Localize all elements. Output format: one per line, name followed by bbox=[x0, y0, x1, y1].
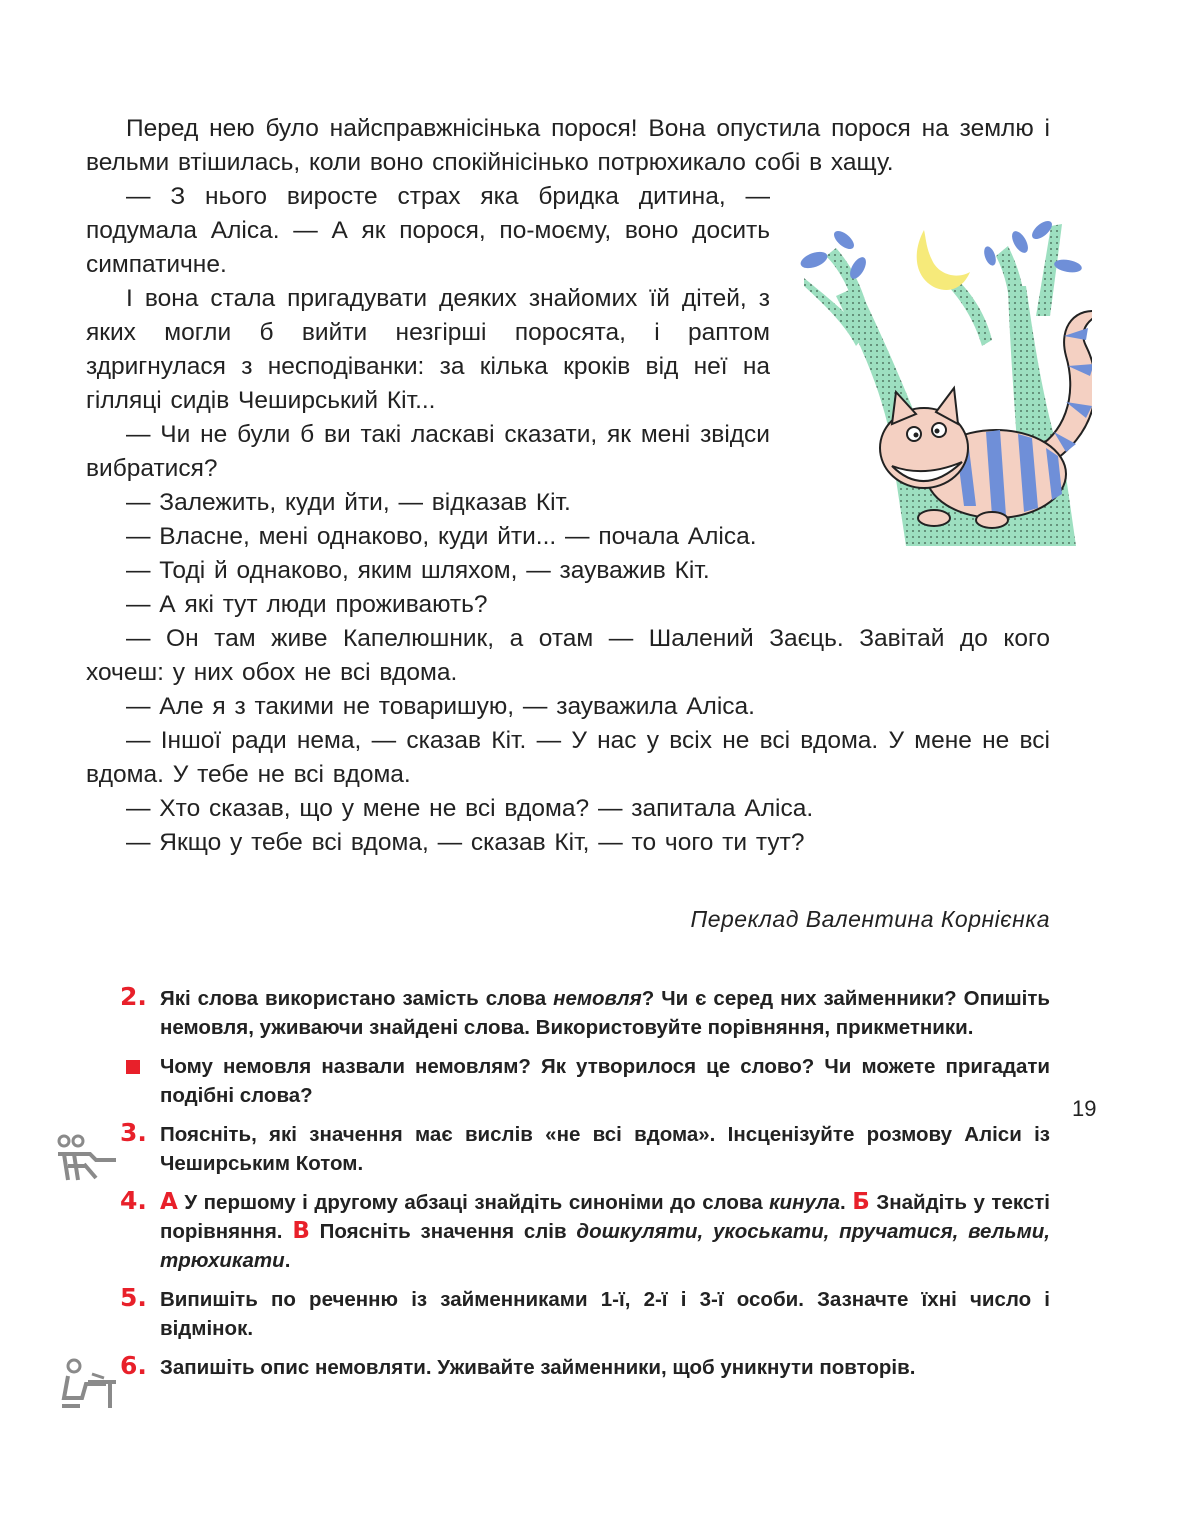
task-text: Поясніть, які значення має вислів «не всі вдома». Інсценізуйте розмову Аліси із Чеширським Котом. bbox=[160, 1123, 1050, 1175]
task-keyword: немовля bbox=[553, 987, 642, 1010]
story-paragraph-12: — Хто сказав, що у мене не всі вдома? — запитала Аліса. bbox=[126, 795, 814, 822]
story-paragraph-2: — З нього виросте страх яка бридка дитина, — подумала Аліса. — А як порося, по-моєму, воно досить симпатичне. bbox=[86, 183, 770, 278]
task-text: У першому і другому абзаці знайдіть синоніми до слова bbox=[177, 1191, 770, 1214]
story-paragraph-1: Перед нею було найсправжнісінька порося! Вона опустила порося на землю і вельми втішилась, коли воно спокійнісінько потрюхикало собі в хащу. bbox=[86, 115, 1050, 176]
task-number: 4. bbox=[120, 1186, 147, 1215]
task-text: Які слова використано замість слова bbox=[160, 987, 554, 1010]
task-number: 2. bbox=[120, 982, 147, 1011]
task-text: Знайдіть у тексті порівняння. bbox=[160, 1191, 1050, 1243]
subtask-letter: А bbox=[160, 1189, 178, 1215]
task-6 bbox=[120, 1353, 1050, 1382]
bullet-square-icon bbox=[126, 1060, 140, 1074]
task-2 bbox=[120, 984, 1050, 1042]
translation-credit: Переклад Валентина Корнієнка bbox=[690, 906, 1050, 932]
task-text: Чому немовля назвали немовлям? Як утворилося це слово? Чи можете пригадати подібні слова? bbox=[160, 1055, 1050, 1107]
task-4 bbox=[120, 1188, 1050, 1275]
task-number: 6. bbox=[120, 1351, 147, 1380]
task-3 bbox=[120, 1120, 1050, 1178]
task-text: Випишіть по реченню із займенниками 1-ї, 2-ї і 3-ї особи. Зазначте їхні число і відмінок. bbox=[160, 1288, 1050, 1340]
subtask-letter: Б bbox=[852, 1189, 870, 1215]
task-text: . bbox=[284, 1249, 291, 1272]
story-paragraph-8: — А які тут люди проживають? bbox=[126, 591, 488, 618]
task-text: Запишіть опис немовляти. Уживайте займенники, щоб уникнути повторів. bbox=[160, 1356, 916, 1379]
cheshire-cat-illustration bbox=[796, 216, 1092, 546]
tasks-section bbox=[120, 984, 1050, 1392]
writing-desk-icon bbox=[58, 1358, 120, 1410]
task-text: Поясніть значення слів bbox=[309, 1220, 577, 1243]
story-paragraph-5: — Залежить, куди йти, — відказав Кіт. bbox=[126, 489, 571, 516]
task-number: 3. bbox=[120, 1118, 147, 1147]
task-keyword: кинула bbox=[769, 1191, 841, 1214]
task-2-extra bbox=[120, 1052, 1050, 1110]
task-5 bbox=[120, 1285, 1050, 1343]
subtask-letter: В bbox=[292, 1218, 310, 1244]
story-paragraph-9: — Он там живе Капелюшник, а отам — Шалений Заєць. Завітай до кого хочеш: у них обох не всі вдома. bbox=[86, 625, 1050, 686]
story-paragraph-10: — Але я з такими не товаришую, — зауважила Аліса. bbox=[126, 693, 755, 720]
task-text: . bbox=[840, 1191, 853, 1214]
story-paragraph-13: — Якщо у тебе всі вдома, — сказав Кіт, — то чого ти тут? bbox=[126, 829, 805, 856]
task-text: ? Чи є серед них займенники? Опишіть немовля, уживаючи знайдені слова. Використовуйте порівняння, прикметники. bbox=[160, 987, 1050, 1039]
task-number: 5. bbox=[120, 1283, 147, 1312]
pair-work-icon bbox=[56, 1134, 120, 1188]
task-keyword: дошкуляти, укоськати, пручатися, вельми, трюхикати bbox=[160, 1220, 1050, 1272]
page-number: 19 bbox=[1072, 1096, 1097, 1121]
story-paragraph-3: І вона стала пригадувати деяких знайомих їй дітей, з яких могли б вийти незгірші поросята, і раптом здригнулася з несподіванки: за кілька кроків від неї на гілляці сидів Чеширський Кіт... bbox=[86, 285, 770, 414]
story-paragraph-4: — Чи не були б ви такі ласкаві сказати, як мені звідси вибратися? bbox=[86, 421, 770, 482]
story-paragraph-6: — Власне, мені однаково, куди йти... — почала Аліса. bbox=[126, 523, 757, 550]
story-paragraph-7: — Тоді й однаково, яким шляхом, — зауважив Кіт. bbox=[126, 557, 710, 584]
story-paragraph-11: — Іншої ради нема, — сказав Кіт. — У нас у всіх не всі вдома. У мене не всі вдома. У тебе не всі вдома. bbox=[86, 727, 1050, 788]
